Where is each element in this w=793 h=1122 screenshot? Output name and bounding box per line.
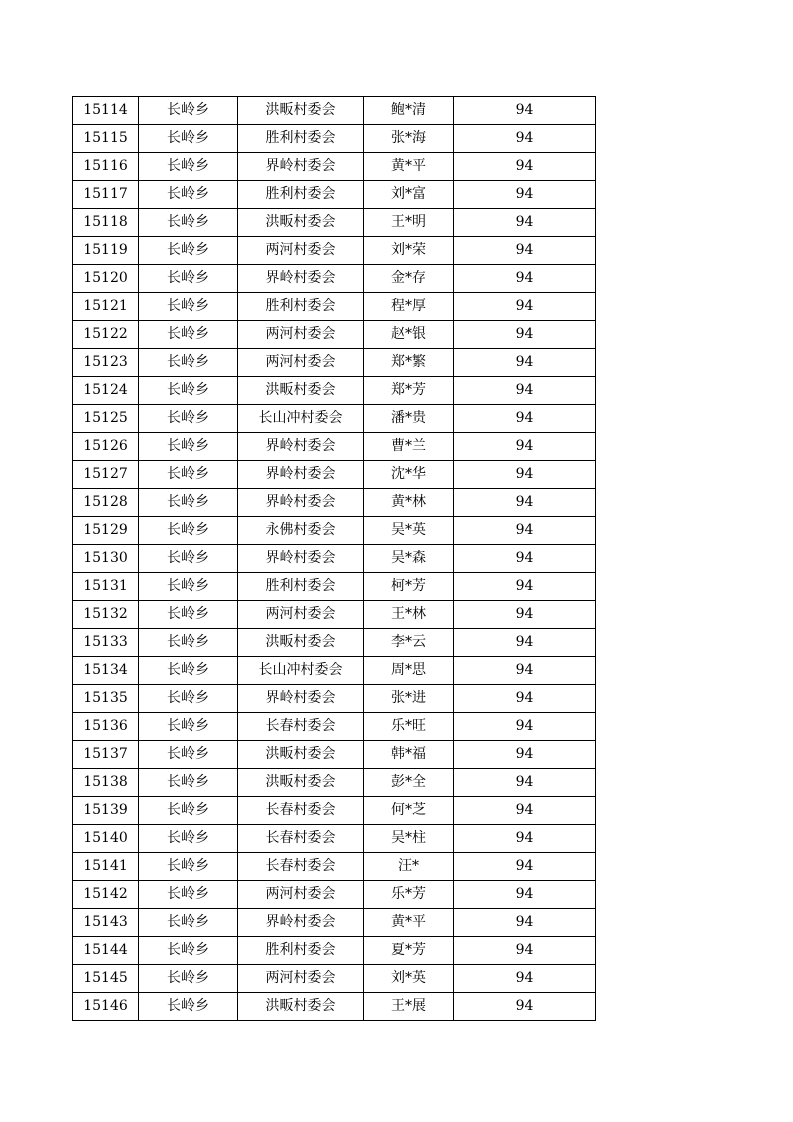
- table-row: [73, 965, 596, 993]
- table-row: [73, 461, 596, 489]
- town-cell: 长岭乡: [139, 321, 238, 349]
- village-cell: 两河村委会: [238, 349, 364, 377]
- score-cell: 94: [454, 797, 596, 825]
- score-cell: 94: [454, 181, 596, 209]
- score-cell: 94: [454, 153, 596, 181]
- score-cell: 94: [454, 993, 596, 1021]
- town-cell: 长岭乡: [139, 853, 238, 881]
- name-cell: 张*海: [364, 125, 454, 153]
- village-cell: 永佛村委会: [238, 517, 364, 545]
- row-id-cell: 15120: [73, 265, 139, 293]
- row-id-cell: 15115: [73, 125, 139, 153]
- town-cell: 长岭乡: [139, 405, 238, 433]
- name-cell: 韩*福: [364, 741, 454, 769]
- score-cell: 94: [454, 909, 596, 937]
- name-cell: 吴*森: [364, 545, 454, 573]
- name-cell: 王*林: [364, 601, 454, 629]
- row-id-cell: 15127: [73, 461, 139, 489]
- table-row: [73, 265, 596, 293]
- name-cell: 汪*: [364, 853, 454, 881]
- row-id-cell: 15141: [73, 853, 139, 881]
- village-cell: 长山冲村委会: [238, 657, 364, 685]
- village-cell: 界岭村委会: [238, 909, 364, 937]
- table-row: [73, 713, 596, 741]
- village-cell: 洪畈村委会: [238, 377, 364, 405]
- score-cell: 94: [454, 629, 596, 657]
- row-id-cell: 15136: [73, 713, 139, 741]
- village-cell: 洪畈村委会: [238, 769, 364, 797]
- table-row: [73, 321, 596, 349]
- town-cell: 长岭乡: [139, 377, 238, 405]
- village-cell: 洪畈村委会: [238, 629, 364, 657]
- table-row: [73, 853, 596, 881]
- table-row: [73, 797, 596, 825]
- row-id-cell: 15143: [73, 909, 139, 937]
- village-cell: 长春村委会: [238, 797, 364, 825]
- name-cell: 潘*贵: [364, 405, 454, 433]
- village-cell: 长春村委会: [238, 825, 364, 853]
- village-cell: 界岭村委会: [238, 685, 364, 713]
- table-row: [73, 125, 596, 153]
- table-row: [73, 769, 596, 797]
- name-cell: 金*存: [364, 265, 454, 293]
- score-cell: 94: [454, 713, 596, 741]
- table-row: [73, 685, 596, 713]
- table-row: [73, 573, 596, 601]
- town-cell: 长岭乡: [139, 965, 238, 993]
- row-id-cell: 15125: [73, 405, 139, 433]
- name-cell: 张*进: [364, 685, 454, 713]
- table-row: [73, 825, 596, 853]
- row-id-cell: 15129: [73, 517, 139, 545]
- village-cell: 两河村委会: [238, 321, 364, 349]
- row-id-cell: 15131: [73, 573, 139, 601]
- score-cell: 94: [454, 601, 596, 629]
- score-cell: 94: [454, 237, 596, 265]
- town-cell: 长岭乡: [139, 125, 238, 153]
- row-id-cell: 15130: [73, 545, 139, 573]
- name-cell: 刘*荣: [364, 237, 454, 265]
- town-cell: 长岭乡: [139, 825, 238, 853]
- name-cell: 王*明: [364, 209, 454, 237]
- score-cell: 94: [454, 517, 596, 545]
- village-cell: 两河村委会: [238, 237, 364, 265]
- record-table: [72, 96, 596, 1021]
- table-row: [73, 629, 596, 657]
- row-id-cell: 15144: [73, 937, 139, 965]
- town-cell: 长岭乡: [139, 461, 238, 489]
- score-cell: 94: [454, 433, 596, 461]
- name-cell: 沈*华: [364, 461, 454, 489]
- town-cell: 长岭乡: [139, 881, 238, 909]
- village-cell: 长山冲村委会: [238, 405, 364, 433]
- village-cell: 两河村委会: [238, 601, 364, 629]
- record-table-body: [73, 97, 596, 1021]
- town-cell: 长岭乡: [139, 293, 238, 321]
- score-cell: 94: [454, 377, 596, 405]
- row-id-cell: 15128: [73, 489, 139, 517]
- village-cell: 界岭村委会: [238, 489, 364, 517]
- table-row: [73, 881, 596, 909]
- row-id-cell: 15139: [73, 797, 139, 825]
- score-cell: 94: [454, 937, 596, 965]
- table-row: [73, 209, 596, 237]
- town-cell: 长岭乡: [139, 797, 238, 825]
- row-id-cell: 15126: [73, 433, 139, 461]
- village-cell: 界岭村委会: [238, 461, 364, 489]
- town-cell: 长岭乡: [139, 601, 238, 629]
- row-id-cell: 15118: [73, 209, 139, 237]
- name-cell: 夏*芳: [364, 937, 454, 965]
- village-cell: 胜利村委会: [238, 937, 364, 965]
- row-id-cell: 15142: [73, 881, 139, 909]
- village-cell: 洪畈村委会: [238, 97, 364, 125]
- row-id-cell: 15138: [73, 769, 139, 797]
- row-id-cell: 15124: [73, 377, 139, 405]
- row-id-cell: 15123: [73, 349, 139, 377]
- name-cell: 郑*芳: [364, 377, 454, 405]
- town-cell: 长岭乡: [139, 237, 238, 265]
- score-cell: 94: [454, 965, 596, 993]
- row-id-cell: 15116: [73, 153, 139, 181]
- village-cell: 长春村委会: [238, 713, 364, 741]
- village-cell: 洪畈村委会: [238, 741, 364, 769]
- village-cell: 两河村委会: [238, 965, 364, 993]
- table-row: [73, 489, 596, 517]
- village-cell: 胜利村委会: [238, 293, 364, 321]
- name-cell: 程*厚: [364, 293, 454, 321]
- name-cell: 吴*柱: [364, 825, 454, 853]
- table-row: [73, 433, 596, 461]
- table-row: [73, 601, 596, 629]
- name-cell: 刘*英: [364, 965, 454, 993]
- name-cell: 乐*芳: [364, 881, 454, 909]
- row-id-cell: 15121: [73, 293, 139, 321]
- table-row: [73, 517, 596, 545]
- town-cell: 长岭乡: [139, 489, 238, 517]
- table-row: [73, 741, 596, 769]
- name-cell: 周*思: [364, 657, 454, 685]
- town-cell: 长岭乡: [139, 909, 238, 937]
- row-id-cell: 15145: [73, 965, 139, 993]
- name-cell: 柯*芳: [364, 573, 454, 601]
- table-row: [73, 153, 596, 181]
- row-id-cell: 15117: [73, 181, 139, 209]
- town-cell: 长岭乡: [139, 433, 238, 461]
- name-cell: 黄*平: [364, 909, 454, 937]
- name-cell: 何*芝: [364, 797, 454, 825]
- score-cell: 94: [454, 545, 596, 573]
- town-cell: 长岭乡: [139, 573, 238, 601]
- score-cell: 94: [454, 349, 596, 377]
- row-id-cell: 15135: [73, 685, 139, 713]
- name-cell: 曹*兰: [364, 433, 454, 461]
- table-row: [73, 993, 596, 1021]
- village-cell: 长春村委会: [238, 853, 364, 881]
- row-id-cell: 15132: [73, 601, 139, 629]
- village-cell: 洪畈村委会: [238, 209, 364, 237]
- name-cell: 赵*银: [364, 321, 454, 349]
- score-cell: 94: [454, 265, 596, 293]
- village-cell: 界岭村委会: [238, 153, 364, 181]
- score-cell: 94: [454, 825, 596, 853]
- name-cell: 王*展: [364, 993, 454, 1021]
- name-cell: 乐*旺: [364, 713, 454, 741]
- name-cell: 黄*林: [364, 489, 454, 517]
- town-cell: 长岭乡: [139, 265, 238, 293]
- town-cell: 长岭乡: [139, 713, 238, 741]
- row-id-cell: 15119: [73, 237, 139, 265]
- score-cell: 94: [454, 657, 596, 685]
- village-cell: 界岭村委会: [238, 433, 364, 461]
- score-cell: 94: [454, 461, 596, 489]
- row-id-cell: 15133: [73, 629, 139, 657]
- village-cell: 界岭村委会: [238, 265, 364, 293]
- score-cell: 94: [454, 125, 596, 153]
- town-cell: 长岭乡: [139, 769, 238, 797]
- name-cell: 黄*平: [364, 153, 454, 181]
- table-row: [73, 181, 596, 209]
- table-row: [73, 657, 596, 685]
- row-id-cell: 15134: [73, 657, 139, 685]
- score-cell: 94: [454, 741, 596, 769]
- score-cell: 94: [454, 321, 596, 349]
- row-id-cell: 15137: [73, 741, 139, 769]
- village-cell: 胜利村委会: [238, 181, 364, 209]
- town-cell: 长岭乡: [139, 657, 238, 685]
- village-cell: 胜利村委会: [238, 573, 364, 601]
- table-row: [73, 293, 596, 321]
- table-row: [73, 545, 596, 573]
- town-cell: 长岭乡: [139, 685, 238, 713]
- score-cell: 94: [454, 685, 596, 713]
- town-cell: 长岭乡: [139, 181, 238, 209]
- score-cell: 94: [454, 853, 596, 881]
- town-cell: 长岭乡: [139, 629, 238, 657]
- village-cell: 胜利村委会: [238, 125, 364, 153]
- table-row: [73, 349, 596, 377]
- score-cell: 94: [454, 405, 596, 433]
- table-row: [73, 937, 596, 965]
- score-cell: 94: [454, 97, 596, 125]
- village-cell: 洪畈村委会: [238, 993, 364, 1021]
- name-cell: 鲍*清: [364, 97, 454, 125]
- town-cell: 长岭乡: [139, 97, 238, 125]
- town-cell: 长岭乡: [139, 545, 238, 573]
- score-cell: 94: [454, 293, 596, 321]
- table-row: [73, 97, 596, 125]
- row-id-cell: 15114: [73, 97, 139, 125]
- name-cell: 李*云: [364, 629, 454, 657]
- town-cell: 长岭乡: [139, 937, 238, 965]
- town-cell: 长岭乡: [139, 349, 238, 377]
- score-cell: 94: [454, 209, 596, 237]
- name-cell: 彭*全: [364, 769, 454, 797]
- town-cell: 长岭乡: [139, 153, 238, 181]
- town-cell: 长岭乡: [139, 741, 238, 769]
- table-row: [73, 909, 596, 937]
- table-row: [73, 405, 596, 433]
- table-row: [73, 377, 596, 405]
- score-cell: 94: [454, 489, 596, 517]
- row-id-cell: 15140: [73, 825, 139, 853]
- town-cell: 长岭乡: [139, 517, 238, 545]
- row-id-cell: 15122: [73, 321, 139, 349]
- score-cell: 94: [454, 881, 596, 909]
- name-cell: 吴*英: [364, 517, 454, 545]
- village-cell: 界岭村委会: [238, 545, 364, 573]
- score-cell: 94: [454, 573, 596, 601]
- name-cell: 刘*富: [364, 181, 454, 209]
- row-id-cell: 15146: [73, 993, 139, 1021]
- village-cell: 两河村委会: [238, 881, 364, 909]
- score-cell: 94: [454, 769, 596, 797]
- town-cell: 长岭乡: [139, 209, 238, 237]
- town-cell: 长岭乡: [139, 993, 238, 1021]
- table-row: [73, 237, 596, 265]
- name-cell: 郑*繁: [364, 349, 454, 377]
